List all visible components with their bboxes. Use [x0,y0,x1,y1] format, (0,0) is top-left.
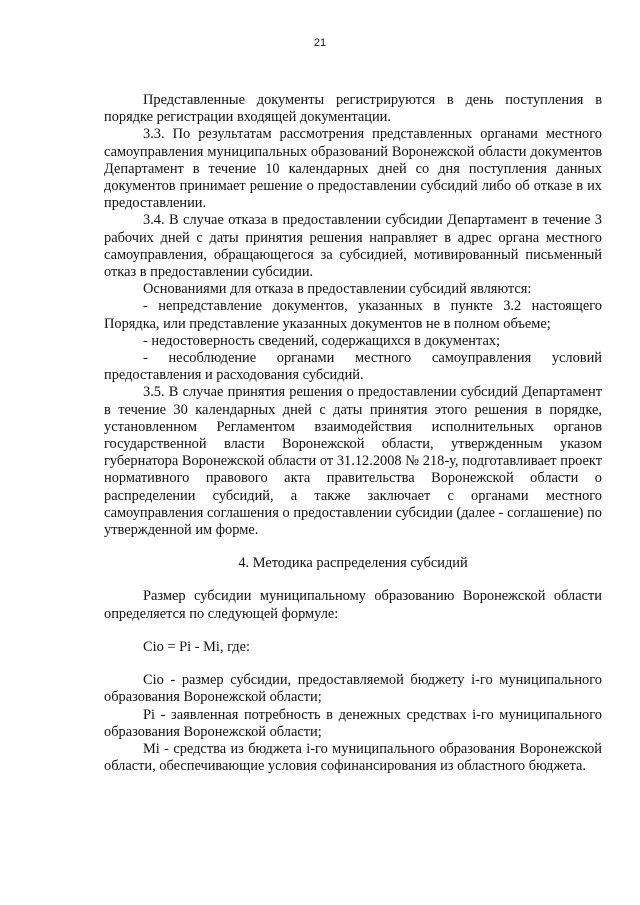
paragraph-registration: Представленные документы регистрируются в день поступления в порядке регистрации входящей документации. [104,92,602,126]
document-body [104,92,602,775]
paragraph-formula-intro: Размер субсидии муниципальному образованию Воронежской области определяется по следующей формуле: [104,588,602,622]
list-item-inaccuracy: - недостоверность сведений, содержащихся в документах; [143,332,501,349]
definition-pi: Pi - заявленная потребность в денежных средствах i-го муниципального образования Воронежской области; [104,706,602,740]
paragraph-3-5: 3.5. В случае принятия решения о предоставлении субсидий Департамент в течение 30 календарных дней с даты принятия этого решения в порядке, установленном Регламентом взаимодействия исполнительных органов государственной власти Воронежской области, утвержденным указом губернатора Воронежской области от 31.12.2008 № 218-у, подготавливает проект нормативного правового акта правительства Воронежской области о распределении субсидий, а также заключает с органами местного самоуправления соглашения о предоставлении субсидии (далее - соглашение) по утвержденной им форме. [104,384,602,539]
paragraph-3-4: 3.4. В случае отказа в предоставлении субсидии Департамент в течение 3 рабочих дней с даты принятия решения направляет в адрес органа местного самоуправления, обращающегося за субсидией, мотивированный письменный отказ в предоставлении субсидии. [104,212,602,281]
section-heading: 4. Методика распределения субсидий [238,555,468,572]
paragraph-refusal-grounds: Основаниями для отказа в предоставлении субсидий являются: [143,281,532,298]
formula: Ciо = Pi - Mi, где: [143,638,250,655]
list-item-non-submission: - непредставление документов, указанных в пункте 3.2 настоящего Порядка, или представление указанных документов не в полном объеме; [104,298,602,332]
list-item-non-compliance: - несоблюдение органами местного самоуправления условий предоставления и расходования субсидий. [104,350,602,384]
paragraph-3-3: 3.3. По результатам рассмотрения представленных органами местного самоуправления муниципальных образований Воронежской области документов Департамент в течение 10 календарных дней со дня поступления данных документов принимает решение о предоставлении субсидий либо об отказе в их предоставлении. [104,126,602,212]
definition-mi: Mi - средства из бюджета i-го муниципального образования Воронежской области, обеспечивающие условия софинансирования из областного бюджета. [104,740,602,775]
definition-cio: Ciо - размер субсидии, предоставляемой бюджету i-го муниципального образования Воронежской области; [104,672,602,706]
page-number: 21 [313,37,327,49]
